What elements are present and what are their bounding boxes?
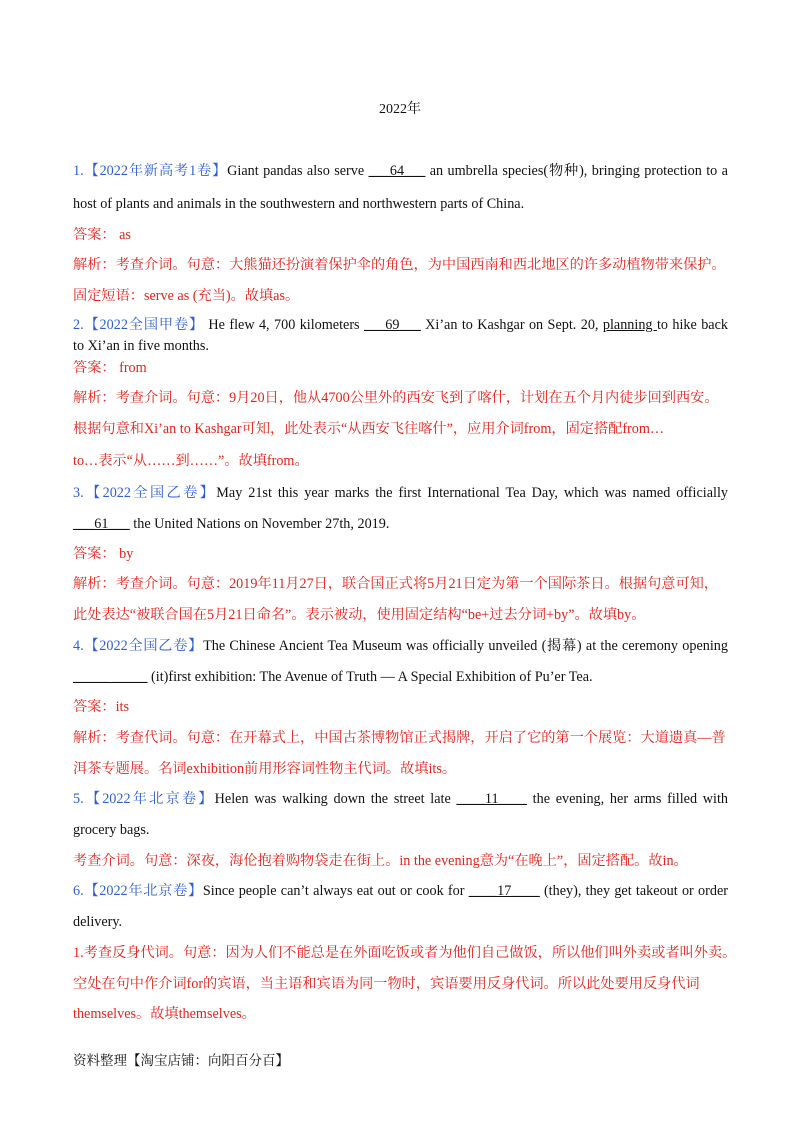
question-6-line-2: delivery. xyxy=(73,914,123,930)
question-1-answer: 答案： as xyxy=(73,227,131,243)
answer-blank: ___61___ xyxy=(73,516,130,532)
underlined-word: planning xyxy=(602,317,657,333)
question-number: 5. xyxy=(73,791,84,807)
question-text: The Chinese Ancient Tea Museum was officially unveiled (揭幕) at the ceremony opening xyxy=(203,638,728,654)
question-2-analysis: to…表示“从……到……”。故填from。 xyxy=(73,453,309,469)
question-text: the evening, her arms filled with xyxy=(526,791,728,807)
question-3-line-2 xyxy=(73,515,389,533)
question-text: (they), they get takeout or order xyxy=(539,883,728,899)
question-5-line-1 xyxy=(73,790,728,808)
question-4-analysis: 解析：考查代词。句意：在开幕式上，中国古茶博物馆正式揭牌，开启了它的第一个展览：大道遗真—普 xyxy=(73,730,726,746)
question-3-analysis: 此处表达“被联合国在5月21日命名”。表示被动，使用固定结构“be+过去分词+by”。故填by。 xyxy=(73,607,646,623)
question-number: 1. xyxy=(73,163,84,179)
question-6-analysis: themselves。故填themselves。 xyxy=(73,1006,256,1022)
question-5-analysis: 考查介词。句意：深夜，海伦抱着购物袋走在街上。in the evening意为“在晚上”，固定搭配。故in。 xyxy=(73,853,688,869)
question-6-line-1 xyxy=(73,882,728,900)
answer-blank: _____ _____ xyxy=(73,669,148,685)
question-4-line-1 xyxy=(73,637,728,655)
question-1-line-2: host of plants and animals in the southwestern and northwestern parts of China. xyxy=(73,196,525,212)
footer-source-note: 资料整理【淘宝店铺：向阳百分百】 xyxy=(73,1053,289,1068)
question-text: to hike back xyxy=(656,317,728,333)
question-text: Xi’an to Kashgar on Sept. 20, xyxy=(420,317,603,333)
question-2-line-1 xyxy=(73,316,728,334)
question-4-analysis: 洱茶专题展。名词exhibition前用形容词性物主代词。故填its。 xyxy=(73,761,457,777)
question-3-line-1 xyxy=(73,484,728,502)
question-text: Giant pandas also serve xyxy=(227,163,369,179)
question-2-analysis: 根据句意和Xi’an to Kashgar可知，此处表示“从西安飞往喀什”，应用介词from，固定搭配from… xyxy=(73,421,665,437)
question-1-analysis: 解析：考查介词。句意：大熊猫还扮演着保护伞的角色，为中国西南和西北地区的许多动植物带来保护。 xyxy=(73,257,726,273)
question-source-tag: 【2022年新高考1卷】 xyxy=(83,163,228,179)
question-2-line-2: to Xi’an in five months. xyxy=(73,338,209,354)
answer-blank: ____17____ xyxy=(468,883,540,899)
question-6-analysis: 1.考查反身代词。句意：因为人们不能总是在外面吃饭或者为他们自己做饭，所以他们叫外卖或者叫外卖。 xyxy=(73,945,737,961)
question-1-line-1 xyxy=(73,162,728,180)
answer-blank: ___64___ xyxy=(368,163,426,179)
question-5-line-2: grocery bags. xyxy=(73,822,150,838)
question-text: (it)first exhibition: The Avenue of Truth — A Special Exhibition of Pu’er Tea. xyxy=(147,669,593,685)
question-source-tag: 【2022年北京卷】 xyxy=(83,883,203,899)
question-number: 6. xyxy=(73,883,84,899)
question-text: an umbrella species(物种), bringing protection to a xyxy=(425,163,728,179)
question-source-tag: 【2022全国甲卷】 xyxy=(83,317,204,333)
question-source-tag: 【2022全国乙卷】 xyxy=(83,485,217,501)
question-text: Helen was walking down the street late xyxy=(214,791,457,807)
question-text: Since people can’t always eat out or cook for xyxy=(202,883,469,899)
question-2-analysis: 解析：考查介词。句意：9月20日，他从4700公里外的西安飞到了喀什，计划在五个月内徒步回到西安。 xyxy=(73,390,719,406)
question-1-analysis: 固定短语：serve as (充当)。故填as。 xyxy=(73,288,300,304)
question-source-tag: 【2022全国乙卷】 xyxy=(83,638,204,654)
question-text: the United Nations on November 27th, 2019. xyxy=(129,516,390,532)
page-title: 2022年 xyxy=(379,102,421,117)
question-4-line-2 xyxy=(73,668,593,686)
answer-blank: ___69___ xyxy=(363,317,421,333)
question-2-answer: 答案： from xyxy=(73,360,147,376)
question-6-analysis: 空处在句中作介词for的宾语，当主语和宾语为同一物时，宾语要用反身代词。所以此处要用反身代词 xyxy=(73,976,700,992)
question-4-answer: 答案：its xyxy=(73,699,129,715)
question-3-analysis: 解析：考查介词。句意：2019年11月27日，联合国正式将5月21日定为第一个国际茶日。根据句意可知， xyxy=(73,576,719,592)
question-number: 2. xyxy=(73,317,84,333)
question-source-tag: 【2022年北京卷】 xyxy=(83,791,215,807)
question-text: He flew 4, 700 kilometers xyxy=(204,317,364,333)
question-text: May 21st this year marks the first International Tea Day, which was named officially xyxy=(216,485,728,501)
answer-blank: ____11____ xyxy=(456,791,527,807)
question-3-answer: 答案： by xyxy=(73,546,134,562)
question-number: 4. xyxy=(73,638,84,654)
question-number: 3. xyxy=(73,485,84,501)
